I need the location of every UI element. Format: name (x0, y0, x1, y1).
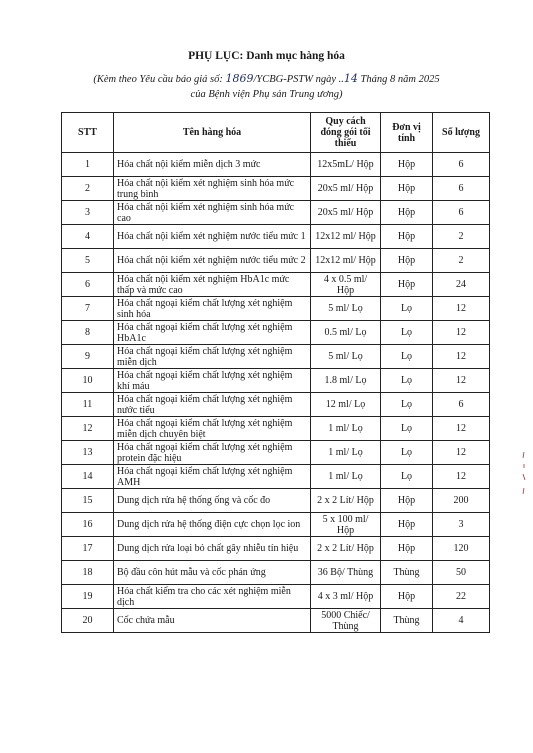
table-row (62, 513, 490, 537)
cell-item-name: Hóa chất ngoại kiểm chất lượng xét nghiệm khí máu (114, 369, 311, 393)
table-row (62, 321, 490, 345)
cell-quantity: 22 (433, 585, 490, 609)
header-unit: Đơn vị tính (381, 113, 433, 153)
table-row (62, 393, 490, 417)
cell-quantity: 12 (433, 465, 490, 489)
cell-packaging: 4 x 3 ml/ Hộp (311, 585, 381, 609)
cell-unit: Hộp (381, 513, 433, 537)
cell-packaging: 12x12 ml/ Hộp (311, 225, 381, 249)
cell-stt: 20 (62, 609, 114, 633)
cell-item-name: Dung dịch rửa hệ thống ống và cốc đo (114, 489, 311, 513)
cell-stt: 16 (62, 513, 114, 537)
table-row (62, 537, 490, 561)
cell-packaging: 0.5 ml/ Lọ (311, 321, 381, 345)
table-row (62, 609, 490, 633)
cell-quantity: 24 (433, 273, 490, 297)
cell-stt: 18 (62, 561, 114, 585)
cell-quantity: 3 (433, 513, 490, 537)
cell-quantity: 2 (433, 225, 490, 249)
cell-item-name: Hóa chất nội kiểm xét nghiệm sinh hóa mức cao (114, 201, 311, 225)
table-row (62, 465, 490, 489)
margin-pen-mark (520, 450, 528, 500)
cell-stt: 19 (62, 585, 114, 609)
cell-packaging: 12x12 ml/ Hộp (311, 249, 381, 273)
subtitle-line-2: của Bệnh viện Phụ sản Trung ương) (190, 89, 343, 100)
cell-unit: Hộp (381, 201, 433, 225)
cell-packaging: 4 x 0.5 ml/ Hộp (311, 273, 381, 297)
table-row (62, 201, 490, 225)
cell-item-name: Hóa chất nội kiểm xét nghiệm nước tiểu mức 1 (114, 225, 311, 249)
header-packaging: Quy cách đóng gói tối thiểu (311, 113, 381, 153)
handwritten-day: 14 (343, 72, 358, 85)
cell-unit: Hộp (381, 249, 433, 273)
cell-stt: 12 (62, 417, 114, 441)
cell-unit: Hộp (381, 537, 433, 561)
table-row (62, 297, 490, 321)
cell-quantity: 6 (433, 153, 490, 177)
document-subtitle (0, 71, 533, 102)
cell-item-name: Hóa chất kiểm tra cho các xét nghiệm miễn dịch (114, 585, 311, 609)
cell-unit: Lọ (381, 393, 433, 417)
cell-stt: 10 (62, 369, 114, 393)
cell-quantity: 12 (433, 297, 490, 321)
cell-quantity: 12 (433, 369, 490, 393)
cell-packaging: 2 x 2 Lít/ Hộp (311, 537, 381, 561)
cell-stt: 1 (62, 153, 114, 177)
cell-stt: 5 (62, 249, 114, 273)
cell-unit: Hộp (381, 489, 433, 513)
table-row (62, 369, 490, 393)
cell-stt: 4 (62, 225, 114, 249)
cell-unit: Hộp (381, 225, 433, 249)
table-row (62, 345, 490, 369)
cell-packaging: 12 ml/ Lọ (311, 393, 381, 417)
subtitle-suffix: Tháng 8 năm 2025 (357, 74, 440, 85)
cell-item-name: Hóa chất nội kiểm xét nghiệm nước tiểu mức 2 (114, 249, 311, 273)
cell-item-name: Hóa chất ngoại kiểm chất lượng xét nghiệm nước tiểu (114, 393, 311, 417)
cell-quantity: 4 (433, 609, 490, 633)
cell-unit: Lọ (381, 465, 433, 489)
table-header-row (62, 113, 490, 153)
subtitle-mid: /YCBG-PSTW ngày .. (253, 74, 344, 85)
cell-packaging: 5 x 100 ml/ Hộp (311, 513, 381, 537)
cell-item-name: Hóa chất ngoại kiểm chất lượng xét nghiệm miễn dịch (114, 345, 311, 369)
cell-unit: Lọ (381, 345, 433, 369)
cell-stt: 6 (62, 273, 114, 297)
cell-quantity: 12 (433, 417, 490, 441)
table-row (62, 489, 490, 513)
cell-quantity: 2 (433, 249, 490, 273)
cell-quantity: 200 (433, 489, 490, 513)
cell-item-name: Hóa chất nội kiểm xét nghiệm HbA1c mức thấp và mức cao (114, 273, 311, 297)
cell-stt: 2 (62, 177, 114, 201)
cell-unit: Lọ (381, 297, 433, 321)
cell-item-name: Hóa chất nội kiểm xét nghiệm sinh hóa mức trung bình (114, 177, 311, 201)
header-item-name: Tên hàng hóa (114, 113, 311, 153)
cell-packaging: 20x5 ml/ Hộp (311, 201, 381, 225)
cell-stt: 15 (62, 489, 114, 513)
table-row (62, 561, 490, 585)
cell-quantity: 50 (433, 561, 490, 585)
cell-unit: Lọ (381, 321, 433, 345)
cell-packaging: 20x5 ml/ Hộp (311, 177, 381, 201)
cell-quantity: 12 (433, 441, 490, 465)
cell-item-name: Hóa chất ngoại kiểm chất lượng xét nghiệm miễn dịch chuyên biệt (114, 417, 311, 441)
table-row (62, 417, 490, 441)
cell-item-name: Dung dịch rửa hệ thống điện cực chọn lọc ion (114, 513, 311, 537)
cell-packaging: 12x5mL/ Hộp (311, 153, 381, 177)
table-row (62, 273, 490, 297)
cell-item-name: Bộ đầu côn hút mẫu và cốc phản ứng (114, 561, 311, 585)
cell-packaging: 1 ml/ Lọ (311, 417, 381, 441)
cell-unit: Lọ (381, 417, 433, 441)
cell-stt: 14 (62, 465, 114, 489)
cell-stt: 3 (62, 201, 114, 225)
cell-stt: 11 (62, 393, 114, 417)
cell-quantity: 12 (433, 321, 490, 345)
cell-quantity: 12 (433, 345, 490, 369)
cell-item-name: Hóa chất ngoại kiểm chất lượng xét nghiệm HbA1c (114, 321, 311, 345)
cell-stt: 13 (62, 441, 114, 465)
document-title: PHỤ LỤC: Danh mục hàng hóa (188, 50, 345, 62)
cell-stt: 9 (62, 345, 114, 369)
cell-item-name: Hóa chất ngoại kiểm chất lượng xét nghiệm protein đặc hiệu (114, 441, 311, 465)
cell-packaging: 2 x 2 Lít/ Hộp (311, 489, 381, 513)
cell-unit: Hộp (381, 273, 433, 297)
table-row (62, 153, 490, 177)
cell-item-name: Hóa chất nội kiểm miễn dịch 3 mức (114, 153, 311, 177)
table-row (62, 225, 490, 249)
cell-packaging: 5 ml/ Lọ (311, 345, 381, 369)
cell-stt: 17 (62, 537, 114, 561)
cell-quantity: 6 (433, 201, 490, 225)
cell-unit: Thùng (381, 561, 433, 585)
cell-item-name: Cốc chứa mẫu (114, 609, 311, 633)
cell-unit: Hộp (381, 153, 433, 177)
cell-item-name: Dung dịch rửa loại bỏ chất gây nhiễu tín hiệu (114, 537, 311, 561)
cell-packaging: 5 ml/ Lọ (311, 297, 381, 321)
cell-unit: Hộp (381, 177, 433, 201)
cell-unit: Thùng (381, 609, 433, 633)
cell-item-name: Hóa chất ngoại kiểm chất lượng xét nghiệm AMH (114, 465, 311, 489)
cell-packaging: 5000 Chiếc/ Thùng (311, 609, 381, 633)
cell-item-name: Hóa chất ngoại kiểm chất lượng xét nghiệm sinh hóa (114, 297, 311, 321)
cell-packaging: 36 Bộ/ Thùng (311, 561, 381, 585)
cell-packaging: 1 ml/ Lọ (311, 441, 381, 465)
cell-unit: Lọ (381, 441, 433, 465)
cell-packaging: 1 ml/ Lọ (311, 465, 381, 489)
table-row (62, 249, 490, 273)
cell-packaging: 1.8 ml/ Lọ (311, 369, 381, 393)
handwritten-request-number: 1869 (225, 72, 254, 85)
cell-quantity: 6 (433, 393, 490, 417)
subtitle-prefix: (Kèm theo Yêu cầu báo giá số: (93, 74, 226, 85)
cell-stt: 8 (62, 321, 114, 345)
table-row (62, 441, 490, 465)
header-quantity: Số lượng (433, 113, 490, 153)
cell-quantity: 120 (433, 537, 490, 561)
header-stt: STT (62, 113, 114, 153)
table-row (62, 585, 490, 609)
cell-quantity: 6 (433, 177, 490, 201)
table-row (62, 177, 490, 201)
cell-unit: Lọ (381, 369, 433, 393)
goods-table (61, 112, 490, 633)
cell-unit: Hộp (381, 585, 433, 609)
cell-stt: 7 (62, 297, 114, 321)
subtitle-line-1 (0, 71, 533, 87)
